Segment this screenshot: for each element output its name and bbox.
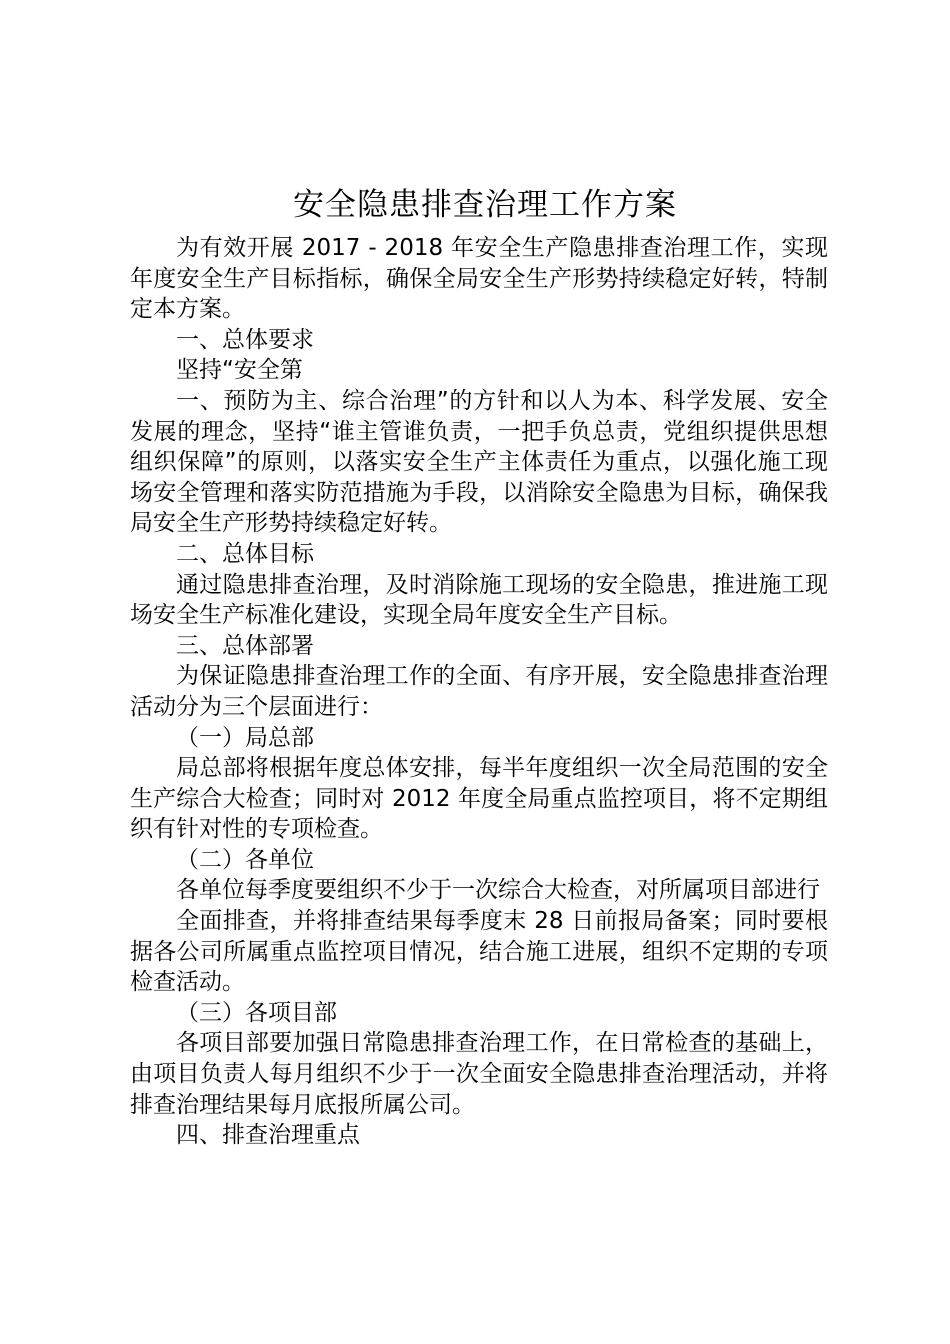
heading-key-points: 四、排查治理重点 <box>176 1122 360 1149</box>
heading-units: （二）各单位 <box>176 846 314 873</box>
document-body <box>130 233 828 1151</box>
paragraph-adhere: 坚持“安全第 <box>176 357 303 384</box>
heading-project-departments: （三）各项目部 <box>176 999 337 1026</box>
heading-headquarters: （一）局总部 <box>176 724 314 751</box>
paragraph-deployment: 为保证隐患排查治理工作的全面、有序开展，安全隐患排查治理活动分为三个层面进行： <box>130 663 828 720</box>
document-title: 安全隐患排查治理工作方案 <box>293 187 677 223</box>
paragraph-units-continued: 全面排查，并将排查结果每季度末 28 日前报局备案；同时要根据各公司所属重点监控项目情况，结合施工进展，组织不定期的专项检查活动。 <box>130 908 828 996</box>
heading-general-goals: 二、总体目标 <box>176 540 314 567</box>
paragraph-policy: 一、预防为主、综合治理”的方针和以人为本、科学发展、安全发展的理念，坚持“谁主管谁负责，一把手负总责，党组织提供思想组织保障”的原则，以落实安全生产主体责任为重点，以强化施工现场安全管理和落实防范措施为手段，以消除安全隐患为目标，确保我局安全生产形势持续稳定好转。 <box>130 387 828 537</box>
paragraph-intro: 为有效开展 2017 - 2018 年安全生产隐患排查治理工作，实现年度安全生产目标指标，确保全局安全生产形势持续稳定好转，特制定本方案。 <box>130 235 828 323</box>
paragraph-project-departments: 各项目部要加强日常隐患排查治理工作，在日常检查的基础上，由项目负责人每月组织不少于一次全面安全隐患排查治理活动，并将排查治理结果每月底报所属公司。 <box>130 1030 828 1118</box>
heading-general-deployment: 三、总体部署 <box>176 632 314 659</box>
paragraph-goals: 通过隐患排查治理，及时消除施工现场的安全隐患，推进施工现场安全生产标准化建设，实现全局年度安全生产目标。 <box>130 571 828 629</box>
paragraph-headquarters: 局总部将根据年度总体安排，每半年度组织一次全局范围的安全生产综合大检查；同时对 2012 年度全局重点监控项目，将不定期组织有针对性的专项检查。 <box>130 755 828 843</box>
heading-general-requirements: 一、总体要求 <box>176 326 314 353</box>
paragraph-units: 各单位每季度要组织不少于一次综合大检查，对所属项目部进行 <box>176 877 820 904</box>
